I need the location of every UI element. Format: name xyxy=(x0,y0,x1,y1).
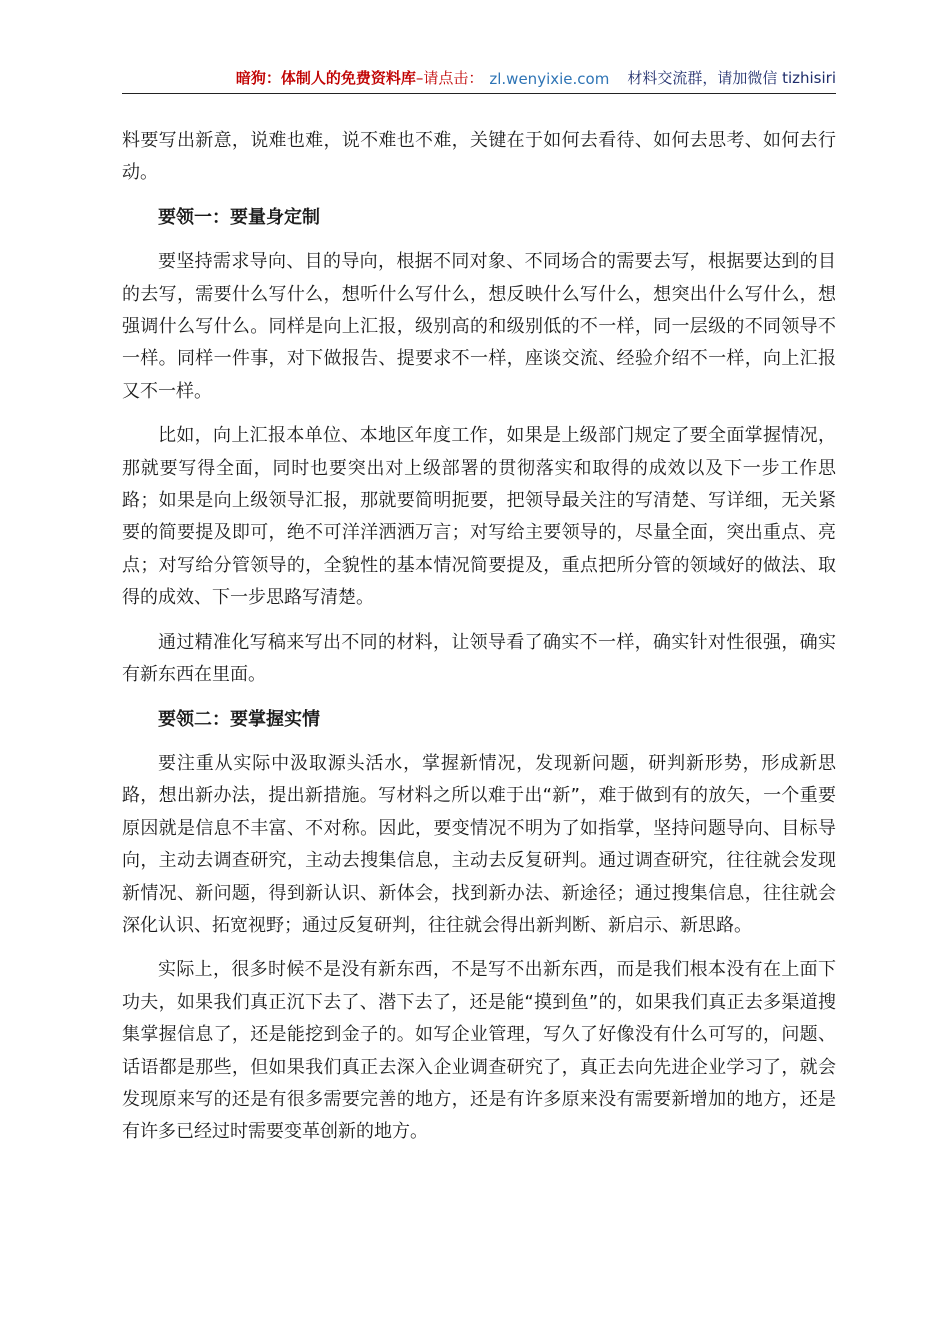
paragraph-5: 实际上，很多时候不是没有新东西，不是写不出新东西，而是我们根本没有在上面下功夫，如果我们真正沉下去了、潜下去了，还是能“摸到鱼”的，如果我们真正去多渠道搜集掌握信息了，还是能挖到金子的。如写企业管理，写久了好像没有什么可写的，问题、话语都是那些，但如果我们真正去深入企业调查研究了，真正去向先进企业学习了，就会发现原来写的还是有很多需要完善的地方，还是有许多原来没有需要新增加的地方，还是有许多已经过时需要变革创新的地方。 xyxy=(122,959,836,1143)
header-group-info: 材料交流群，请加微信 tizhisiri xyxy=(627,69,836,87)
header-prompt: –请点击： xyxy=(415,69,484,87)
intro-paragraph: 料要写出新意，说难也难，说不难也不难，关键在于如何去看待、如何去思考、如何去行动。 xyxy=(122,130,836,184)
section-heading-1: 要领一：要量身定制 xyxy=(158,206,320,228)
header-brand: 暗狗：体制人的免费资料库 xyxy=(235,69,416,87)
paragraph-1: 要坚持需求导向、目的导向，根据不同对象、不同场合的需要去写，根据要达到的目的去写，需要什么写什么，想听什么写什么，想反映什么写什么，想突出什么写什么，想强调什么写什么。同样是向上汇报，级别高的和级别低的不一样，同一层级的不同领导不一样。同样一件事，对下做报告、提要求不一样，座谈交流、经验介绍不一样，向上汇报又不一样。 xyxy=(122,251,836,402)
paragraph-4: 要注重从实际中汲取源头活水，掌握新情况，发现新问题，研判新形势，形成新思路，想出新办法，提出新措施。写材料之所以难于出“新”，难于做到有的放矢，一个重要原因就是信息不丰富、不对称。因此，要变情况不明为了如指掌，坚持问题导向、目标导向，主动去调查研究，主动去搜集信息，主动去反复研判。通过调查研究，往往就会发现新情况、新问题，得到新认识、新体会，找到新办法、新途径；通过搜集信息，往往就会深化认识、拓宽视野；通过反复研判，往往就会得出新判断、新启示、新思路。 xyxy=(122,752,836,936)
paragraph-2: 比如，向上汇报本单位、本地区年度工作，如果是上级部门规定了要全面掌握情况，那就要写得全面，同时也要突出对上级部署的贯彻落实和取得的成效以及下一步工作思路；如果是向上级领导汇报，那就要简明扼要，把领导最关注的写清楚、写详细，无关紧要的简要提及即可，绝不可洋洋洒洒万言；对写给主要领导的，尽量全面，突出重点、亮点；对写给分管领导的，全貌性的基本情况简要提及，重点把所分管的领域好的做法、取得的成效、下一步思路写清楚。 xyxy=(122,425,836,609)
paragraph-3: 通过精准化写稿来写出不同的材料，让领导看了确实不一样，确实针对性很强，确实有新东西在里面。 xyxy=(122,631,836,686)
header-link[interactable]: zl.wenyixie.com xyxy=(489,70,610,88)
document-body xyxy=(122,125,836,1161)
section-heading-2: 要领二：要掌握实情 xyxy=(158,708,320,730)
page-header xyxy=(122,62,836,94)
